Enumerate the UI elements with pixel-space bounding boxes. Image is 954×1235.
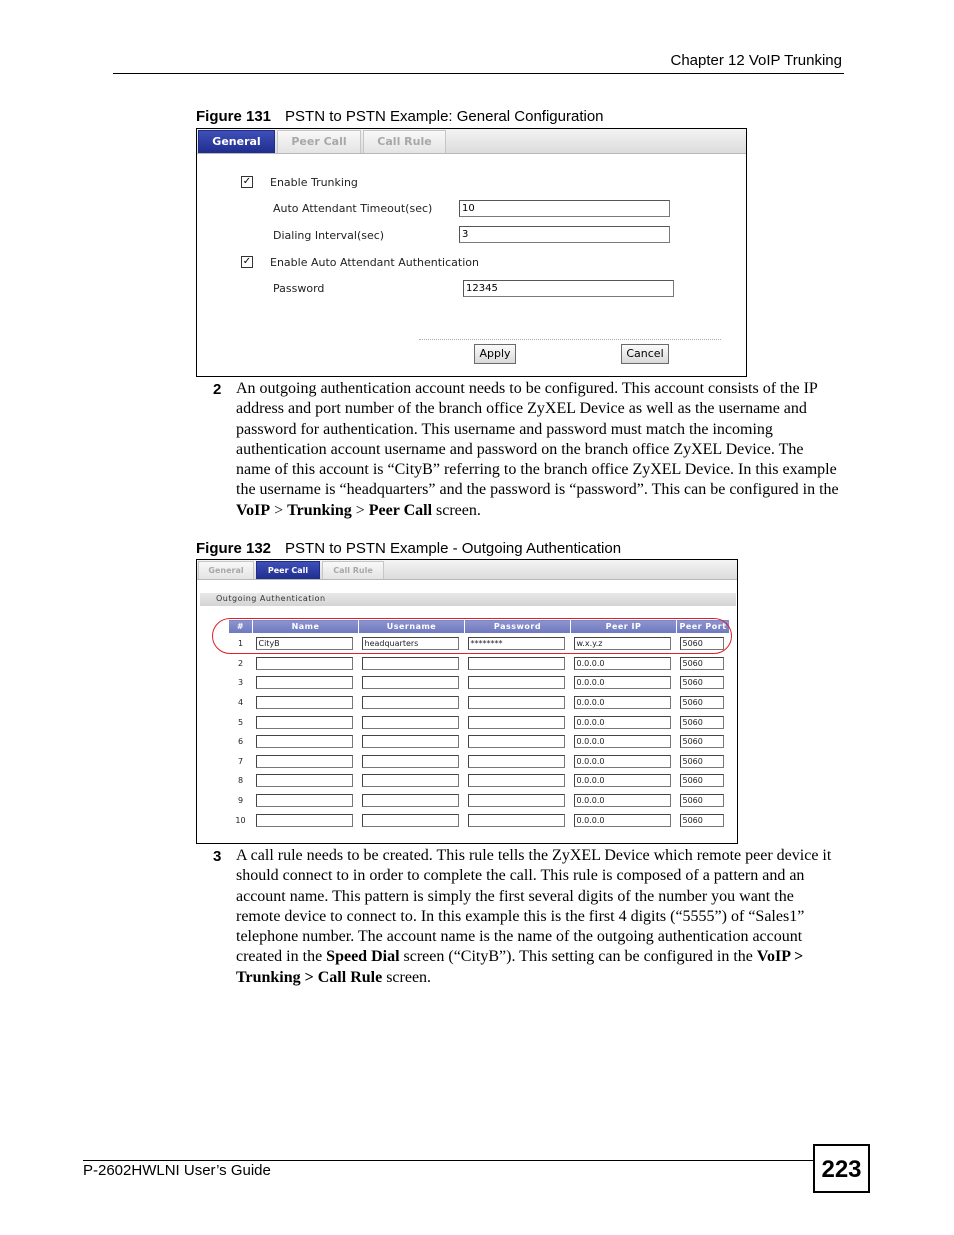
peer-ip-input[interactable]: 0.0.0.0	[574, 794, 671, 807]
chapter-header: Chapter 12 VoIP Trunking	[670, 52, 842, 69]
col-password: Password	[465, 620, 571, 634]
name-input[interactable]	[256, 735, 353, 748]
table-cell	[253, 712, 359, 732]
peer-ip-input[interactable]: 0.0.0.0	[574, 735, 671, 748]
username-input[interactable]	[362, 814, 459, 827]
menu-speed-dial: Speed Dial	[326, 948, 400, 966]
table-cell	[465, 732, 571, 752]
table-cell	[359, 712, 465, 732]
password-input[interactable]	[468, 755, 565, 768]
row-number: 10	[235, 815, 246, 825]
username-input[interactable]	[362, 794, 459, 807]
col-number: #	[229, 620, 253, 634]
table-row	[229, 693, 730, 713]
table-cell	[677, 810, 730, 830]
peer-ip-input[interactable]: 0.0.0.0	[574, 657, 671, 670]
table-cell	[571, 752, 677, 772]
peer-port-input[interactable]: 5060	[680, 794, 724, 807]
peer-port-input[interactable]: 5060	[680, 735, 724, 748]
menu-peer-call: Peer Call	[368, 501, 433, 519]
step-2-paragraph	[236, 379, 840, 521]
step-3-text-end: screen.	[382, 968, 432, 986]
table-cell	[677, 693, 730, 713]
password-input[interactable]	[468, 774, 565, 787]
name-input[interactable]	[256, 774, 353, 787]
table-cell	[465, 752, 571, 772]
table-cell	[571, 693, 677, 713]
table-cell	[359, 732, 465, 752]
row-number: 1	[237, 639, 244, 649]
table-cell	[359, 771, 465, 791]
table-cell	[253, 810, 359, 830]
table-cell	[677, 732, 730, 752]
auto-attendant-timeout-input[interactable]: 10	[459, 200, 670, 217]
col-peer-ip: Peer IP	[571, 620, 677, 634]
table-cell	[571, 712, 677, 732]
name-input[interactable]	[256, 814, 353, 827]
username-input[interactable]	[362, 774, 459, 787]
password-input[interactable]: ********	[468, 637, 565, 650]
table-row	[229, 771, 730, 791]
password-input[interactable]	[468, 657, 565, 670]
dialing-interval-label: Dialing Interval(sec)	[273, 229, 385, 242]
table-cell	[677, 771, 730, 791]
figure-132-caption	[196, 540, 621, 557]
figure-131-caption	[196, 108, 604, 125]
table-cell	[359, 673, 465, 693]
step-2-number: 2	[213, 381, 222, 398]
figure-132-title: PSTN to PSTN Example - Outgoing Authentication	[285, 540, 622, 557]
table-cell	[465, 673, 571, 693]
row-number: 6	[237, 737, 244, 747]
peer-port-input[interactable]: 5060	[680, 755, 724, 768]
peer-port-input[interactable]: 5060	[680, 774, 724, 787]
enable-auth-label: Enable Auto Attendant Authentication	[270, 256, 479, 269]
menu-call-rule-path: VoIP > Trunking > Call Rule	[236, 948, 804, 986]
name-input[interactable]	[256, 716, 353, 729]
table-cell	[571, 810, 677, 830]
button-divider	[419, 339, 721, 340]
tab-call-rule[interactable]: Call Rule	[322, 561, 384, 579]
password-input[interactable]	[468, 716, 565, 729]
name-input[interactable]	[256, 755, 353, 768]
table-cell	[253, 791, 359, 811]
sep: >	[351, 501, 369, 519]
name-input[interactable]	[256, 696, 353, 709]
section-title: Outgoing Authentication	[216, 594, 326, 603]
page-number: 223	[813, 1144, 870, 1193]
peer-ip-input[interactable]: 0.0.0.0	[574, 696, 671, 709]
highlight-ellipse	[212, 618, 732, 654]
table-cell	[677, 654, 730, 674]
username-input[interactable]: headquarters	[362, 637, 459, 650]
col-username: Username	[359, 620, 465, 634]
name-input[interactable]	[256, 657, 353, 670]
menu-trunking: Trunking	[287, 501, 352, 519]
table-cell	[359, 693, 465, 713]
password-input[interactable]	[468, 814, 565, 827]
tab-general[interactable]: General	[198, 130, 275, 153]
password-input[interactable]	[468, 676, 565, 689]
table-row	[229, 654, 730, 674]
peer-ip-input[interactable]: w.x.y.z	[574, 637, 671, 650]
password-input[interactable]	[468, 735, 565, 748]
table-cell	[465, 654, 571, 674]
table-row	[229, 752, 730, 772]
figure-131-title: PSTN to PSTN Example: General Configuration	[285, 108, 604, 125]
table-row	[229, 810, 730, 830]
table-row	[229, 712, 730, 732]
peer-ip-input[interactable]: 0.0.0.0	[574, 774, 671, 787]
table-cell	[359, 752, 465, 772]
peer-port-input[interactable]: 5060	[680, 814, 724, 827]
enable-auth-checkbox[interactable]: ✓	[242, 256, 252, 267]
password-input[interactable]	[468, 696, 565, 709]
name-input[interactable]: CityB	[256, 637, 353, 650]
peer-port-input[interactable]: 5060	[680, 637, 724, 650]
row-number: 8	[237, 776, 244, 786]
step-3-text: A call rule needs to be created. This rule tells the ZyXEL Device which remote peer device it should connect to in order to complete the call. This rule is composed of a pattern and an account name. This pattern is simply the first several digits of the number you want the remote device to connect to. In this example this is the first 4 digits (“5555”) of “Sales1” telephone number. The account name is the name of the outgoing authentication account created in the	[236, 847, 832, 966]
tab-peer-call[interactable]: Peer Call	[277, 130, 361, 153]
enable-trunking-label: Enable Trunking	[270, 176, 358, 189]
table-cell	[465, 771, 571, 791]
general-config-screenshot	[196, 128, 747, 377]
table-cell	[571, 771, 677, 791]
step-2-text-end: screen.	[432, 501, 481, 519]
password-input[interactable]: 12345	[463, 280, 674, 297]
table-cell	[677, 752, 730, 772]
table-cell	[677, 712, 730, 732]
row-number: 3	[237, 678, 244, 688]
footer-guide-title: P-2602HWLNI User’s Guide	[83, 1162, 271, 1179]
table-cell	[253, 752, 359, 772]
col-name: Name	[253, 620, 359, 634]
peer-port-input[interactable]: 5060	[680, 716, 724, 729]
table-row	[229, 791, 730, 811]
step-3-paragraph	[236, 846, 840, 988]
peer-port-input[interactable]: 5060	[680, 676, 724, 689]
peer-port-input[interactable]: 5060	[680, 696, 724, 709]
enable-trunking-checkbox[interactable]: ✓	[242, 176, 252, 187]
sep: >	[270, 501, 288, 519]
step-3-text-mid: screen (“CityB”). This setting can be configured in the	[399, 948, 757, 966]
table-cell	[677, 673, 730, 693]
password-input[interactable]	[468, 794, 565, 807]
peer-ip-input[interactable]: 0.0.0.0	[574, 755, 671, 768]
username-input[interactable]	[362, 696, 459, 709]
footer-rule	[83, 1160, 813, 1161]
table-cell	[571, 673, 677, 693]
table-cell	[465, 712, 571, 732]
step-3-number: 3	[213, 848, 222, 865]
table-cell	[571, 732, 677, 752]
table-cell	[253, 673, 359, 693]
step-2-text: An outgoing authentication account needs to be configured. This account consists of the IP address and port number of the branch office ZyXEL Device as well as the username and password for authentication. This username and password must match the incoming authentication account username and password on the branch office ZyXEL Device. The name of this account is “CityB” referring to the branch office ZyXEL Device. In this example the username is “headquarters” and the password is “password”. This can be configured in the	[236, 380, 839, 499]
header-rule	[113, 73, 844, 74]
username-input[interactable]	[362, 716, 459, 729]
apply-button[interactable]: Apply	[474, 344, 516, 364]
name-input[interactable]	[256, 676, 353, 689]
table-cell	[465, 693, 571, 713]
auto-attendant-timeout-label: Auto Attendant Timeout(sec)	[273, 202, 433, 215]
cancel-button[interactable]: Cancel	[621, 344, 669, 364]
table-cell	[359, 810, 465, 830]
tab-bar	[197, 560, 737, 580]
peer-ip-input[interactable]: 0.0.0.0	[574, 814, 671, 827]
menu-voip: VoIP	[236, 501, 271, 519]
table-row	[229, 673, 730, 693]
peer-ip-input[interactable]: 0.0.0.0	[574, 676, 671, 689]
row-number: 5	[237, 717, 244, 727]
name-input[interactable]	[256, 794, 353, 807]
dialing-interval-input[interactable]: 3	[459, 226, 670, 243]
table-cell	[253, 654, 359, 674]
username-input[interactable]	[362, 676, 459, 689]
table-cell	[465, 791, 571, 811]
username-input[interactable]	[362, 755, 459, 768]
tab-peer-call[interactable]: Peer Call	[256, 561, 320, 579]
table-cell	[253, 693, 359, 713]
peer-call-table-body	[229, 634, 730, 830]
table-row	[229, 732, 730, 752]
figure-132-label: Figure 132	[196, 540, 272, 557]
col-peer-port: Peer Port	[677, 620, 730, 634]
tab-bar	[197, 129, 746, 154]
peer-ip-input[interactable]: 0.0.0.0	[574, 716, 671, 729]
peer-port-input[interactable]: 5060	[680, 657, 724, 670]
tab-call-rule[interactable]: Call Rule	[363, 130, 446, 153]
row-number: 7	[237, 756, 244, 766]
table-cell	[253, 732, 359, 752]
table-cell	[359, 791, 465, 811]
table-cell	[359, 654, 465, 674]
username-input[interactable]	[362, 735, 459, 748]
username-input[interactable]	[362, 657, 459, 670]
row-number: 4	[237, 698, 244, 708]
table-cell	[253, 771, 359, 791]
table-cell	[571, 654, 677, 674]
password-label: Password	[273, 282, 325, 295]
row-number: 2	[237, 658, 244, 668]
table-cell	[465, 810, 571, 830]
tab-general[interactable]: General	[198, 561, 254, 579]
table-cell	[677, 791, 730, 811]
table-cell	[571, 791, 677, 811]
figure-131-label: Figure 131	[196, 108, 272, 125]
row-number: 9	[237, 796, 244, 806]
outgoing-auth-screenshot	[196, 559, 738, 844]
